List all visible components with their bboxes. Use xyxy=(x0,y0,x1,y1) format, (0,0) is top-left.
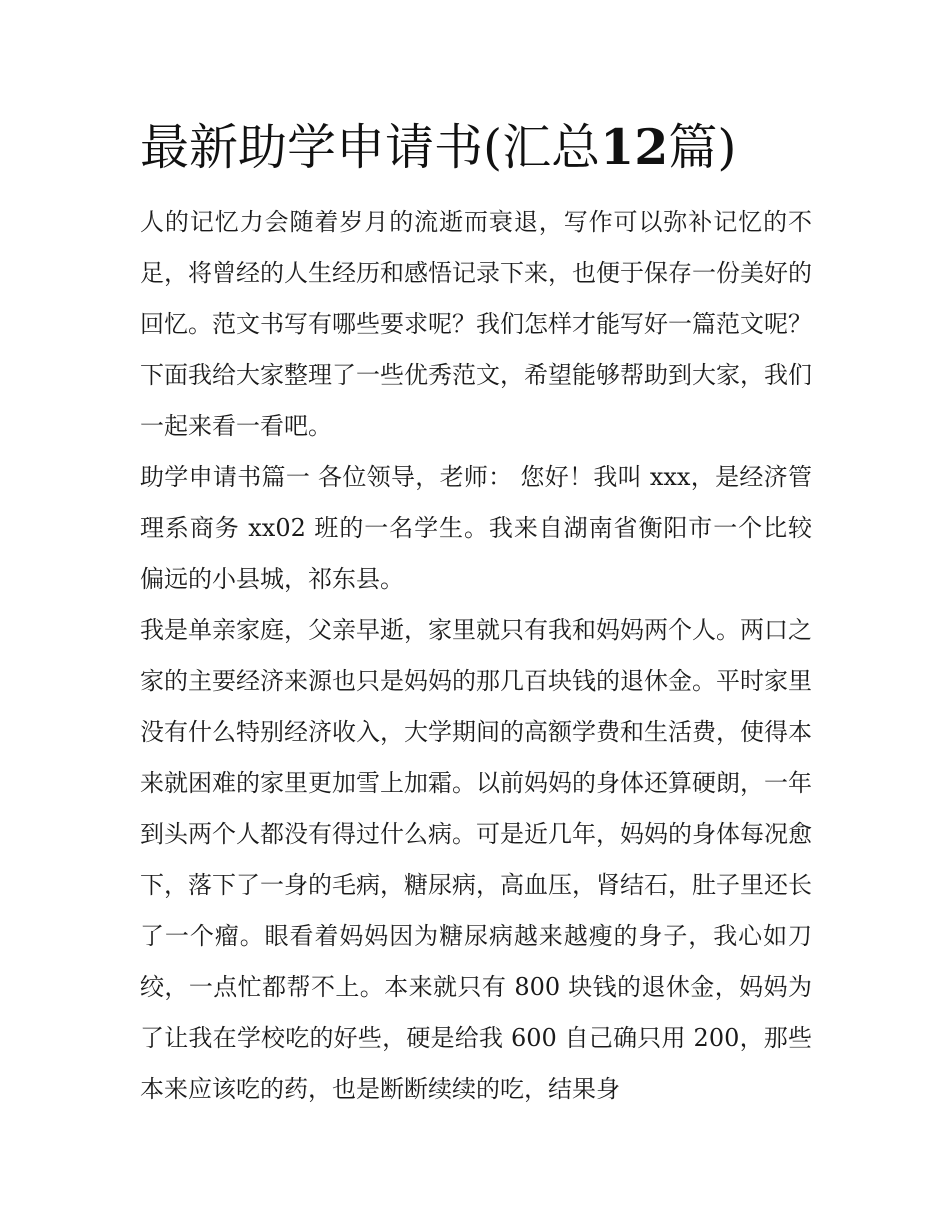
page-title xyxy=(140,112,840,183)
title-prefix: 最新助学申请书(汇总 xyxy=(140,119,601,176)
title-number: 12 xyxy=(600,118,669,176)
paragraph-application-opening: 助学申请书篇一 各位领导，老师： 您好！我叫 xxx，是经济管理系商务 xx02 班的一名学生。我来自湖南省衡阳市一个比较偏远的小县城，祁东县。 xyxy=(140,463,812,593)
paragraph-intro: 人的记忆力会随着岁月的流逝而衰退，写作可以弥补记忆的不足，将曾经的人生经历和感悟记录下来，也便于保存一份美好的回忆。范文书写有哪些要求呢？我们怎样才能写好一篇范文呢？下面我给大家整理了一些优秀范文，希望能够帮助到大家，我们一起来看一看吧。 xyxy=(140,208,812,440)
document-body xyxy=(140,197,812,1115)
title-suffix: 篇) xyxy=(668,119,737,176)
paragraph-family-situation: 我是单亲家庭，父亲早逝，家里就只有我和妈妈两个人。两口之家的主要经济来源也只是妈妈的那几百块钱的退休金。平时家里没有什么特别经济收入，大学期间的高额学费和生活费，使得本来就困难的家里更加雪上加霜。以前妈妈的身体还算硬朗，一年到头两个人都没有得过什么病。可是近几年，妈妈的身体每况愈下，落下了一身的毛病，糖尿病，高血压，肾结石，肚子里还长了一个瘤。眼看着妈妈因为糖尿病越来越瘦的身子，我心如刀绞，一点忙都帮不上。本来就只有 800 块钱的退休金，妈妈为了让我在学校吃的好些，硬是给我 600 自己确只用 200，那些本来应该吃的药，也是断断续续的吃，结果身 xyxy=(140,616,812,1103)
